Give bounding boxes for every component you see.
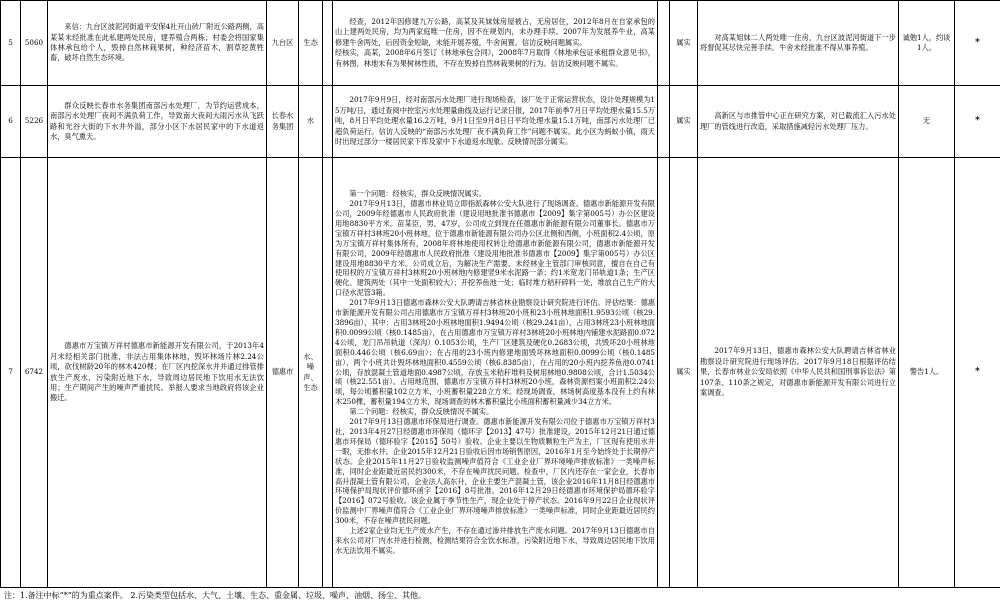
spacer-cell [323, 86, 333, 158]
findings-paragraph: 2017年9月13日，德惠市林业局立即指派森林公安大队进行了现场调查。德惠市新能源开发有限公司，2009年经德惠市人民政府批准（建设用地批准书德惠市【2009】集字第005号）办公区建设用地8830平方米。苗某臣，男，47岁，公司成立到现在任德惠市新能源有限公司董事长。德惠市万宝镇万祥村3林班20小班林地，位于德惠市新能源有限公司办公区北侧和西侧，小班面积2.4公顷，原为万宝镇万祥村集体所有，2008年将林地使用权转让给德惠市新能源有限公司，德惠市新能源开发有限公司，2009年经德惠市人民政府批准（建设用地批准书德惠市【2009】集字第005号）办公区建设用地8830平方米。公司成立后，为解决生产需要，未经林业主管部门审核同意，擅自在自己有使用权的万宝镇万祥村3林班20小班林地内修建竖9米水泥路一条；约1米宽龙门吊轨道1条；生产区硬化、建筑两处（其中一处面积较大）；开挖养鱼池一处；临时堆方秸秆碎料一处，堆放自己生产的大口径水泥管3箱。 [335, 199, 655, 298]
findings-text: 经查，2012年因修建九万公路，高某及其妹妹房屋被占，无房居住，2012年8月在自家承包的山上建两处民房，均为两家庭唯一住房，因不在规划内，未办理手续。2007年为发展养牛业，高某修建牛舍两处，后因资金短缺，未能开展养殖，牛舍闲置。信访反映问题属实。 经核实，高某，2008年6月签订《林地承包合同》，2008年7月取得《林地承包证承租群众意见书》，有林图，林地未有为果树林性质，不存在毁掉自然林栽果树的行为。信访反映问题不属实。 [335, 16, 655, 68]
measures-text: 对高某姐妹二人两处唯一住房，九台区波泥河街道下一步将督促其尽快完善手续。牛舍未经批准不得从事养殖。 [700, 32, 896, 52]
verification-result: 属实 [670, 158, 698, 588]
case-id: 5060 [21, 1, 48, 86]
accountability: 警告1人。 [899, 158, 955, 588]
findings-paragraph: 第二个问题：经核实，群众反映情况不属实。 [349, 407, 494, 417]
district: 九台区 [267, 1, 299, 86]
table-row [1, 86, 1000, 158]
rectification-measures [698, 1, 899, 86]
findings-paragraph: 2017年9月13日德惠市环保局进行调查。德惠市新能源开发有限公司位于德惠市万宝镇万祥村3社，2013年4月27日经德惠市环保局（德环字【2013】47号）批准建设，2015年12月21日通过德惠市环保局（德环验字【2015】50号）验收。企业主要以生物质颗粒生产为主，厂区现有使用水井一眼，无排水井。企业2015年12月21日验收后因市场销售原因，2016年1月至今始终处于长期停产状态。企业2015年11月27日验收监测噪声值符合《工业企业厂界环境噪声排放标准》一类噪声标准，同时企业距最近居民约300米，不存在噪声扰民问题。检查中，厂区内还存在一家企业，长春市高升混凝土管有限公司，企业法人高东升，企业主要生产混凝土管，该企业2016年11月8日经德惠市环境保护局现状评价德环函字【2016】8号批准，2016年12月29日经德惠市环境保护局德环验字【2016】072号验收。该企业属于季节性生产，现企业处于停产状态。2016年9月22日企业现状评价监测中厂界噪声值符合《工业企业厂界环境噪声排放标准》一类噪声标准，同时企业距最近居民约300米，不存在噪声扰民问题。 [335, 417, 655, 526]
accountability: 无 [899, 86, 955, 158]
key-case-mark: * [955, 86, 1000, 158]
pollution-type: 生态 [299, 1, 323, 86]
rectification-measures [698, 86, 899, 158]
footnote: 注：1.备注中标“*”的为重点案件。 2.污染类型包括水、大气、土壤、生态、重金属、垃圾、噪声、油烟、扬尘、其他。 [4, 591, 426, 600]
complaint-content [48, 86, 267, 158]
complaint-text: 来信：九台区波泥河街道平安保4社开山砖厂附近公路两侧，高某某未经批准在此私建两处民房，建养殖合两栋；村委会将国家集体林承包给个人，毁掉自然林栽果树，种经济苗木，割草挖黄牲畜，破坏自然生态环境。 [50, 22, 264, 63]
verification-result: 属实 [670, 1, 698, 86]
key-case-mark: * [955, 158, 1000, 588]
case-id: 5226 [21, 86, 48, 158]
key-case-mark: * [955, 1, 1000, 86]
table-row [1, 158, 1000, 588]
district: 长春水务集团 [267, 86, 299, 158]
complaint-content [48, 1, 267, 86]
measures-text: 2017年9月13日，德惠市森林公安大队聘请吉林省林业勘察设计研究院进行现场评估。2017年9月18日根据评估结果，长春市林业公安局依照《中华人民共和国刑事诉讼法》第107条、110条之规定，对德惠市新能源开发有限公司进行立案调查。 [700, 346, 896, 398]
measures-text: 高新区与市推管中心正在研究方案，对已截流汇入污水处理厂的管线进行改造，采取措施减轻污水处理厂压力。 [700, 111, 896, 131]
investigation-findings [333, 158, 658, 588]
spacer-cell [658, 86, 670, 158]
spacer-cell [323, 1, 333, 86]
complaint-text: 德惠市万宝镇万祥村德惠市新能源开发有限公司，于2013年4月未经相关部门批准，非法占用集体林地，毁坏林场片林2.24公顷，砍伐树龄20年的林木420棵；在厂区内挖深水井并通过排管排放生产废水，污染附近地下水，导致周边居民地下饮用水无法饮用；生产期间产生的噪声严重扰民。举报人要求当地政府将该企业搬迁。 [50, 341, 264, 403]
district: 德惠市 [267, 158, 299, 588]
findings-paragraph: 2017年9月13日德惠市森林公安大队聘请吉林省林业勘察设计研究院进行评估。评估结果：德惠市新能源开发有限公司占用德惠市万宝镇万祥村3林班20小班和23小班林地面积1.9593公顷（核29.3896亩），其中：占用3林班20小班林地面积1.9494公顷（核29.241亩），占用3林班23小班林地面积0.0099公顷（核0.1485亩），在占用德惠市万宝镇万祥村3林班20小班林地内铺建水泥路面0.0724公顷，龙门吊吊轨道（深沟）0.1053公顷，生产厂区建筑及硬化0.2683公顷，共毁坏20小班林地面积0.446公顷（核6.69亩）；在占用的23小班内修建地面毁坏林地面积0.0099公顷（核0.1485亩），两个小班共计毁坏林地面积0.4559公顷（核6.8385亩），在占用的20小班内挖养鱼池0.0741公顷，存放混凝土管道地面0.4987公顷，存放玉米秸秆堆料及树用林地0.9808公顷，合计1.5034公顷（核22.551亩）。占用地范围，德惠市万宝镇万祥村3林班20小班，森林资源档案小班面积2.24公顷，每公顷蓄积量102立方米，小班蓄积量228立方米。经现场调查，林场树高度基本没有上约有林木250棵，蓄积量194立方米，现场调查的林木蓄积量比小班面积蓄积量减少34立方米。 [335, 298, 655, 407]
table-row [1, 1, 1000, 86]
accountability: 诚勉1人，约谈1人。 [899, 1, 955, 86]
row-number: 6 [1, 86, 21, 158]
row-number: 7 [1, 158, 21, 588]
case-id: 6742 [21, 158, 48, 588]
spacer-cell [658, 1, 670, 86]
pollution-type: 水 [299, 86, 323, 158]
investigation-findings [333, 86, 658, 158]
pollution-type: 水、噪声、生态 [299, 158, 323, 588]
row-number: 5 [1, 1, 21, 86]
findings-paragraph: 第一个问题：经核实，群众反映情况属实。 [349, 189, 486, 199]
spacer-cell [323, 158, 333, 588]
complaint-content [48, 158, 267, 588]
findings-text: 2017年9月9日，经对南部污水处理厂进行现场检查，该厂处于正常运营状态，设计处理规模为15万吨/日，通过查阅中控室污水处理量曲线及运行记录日报，2017年前季7月日平均处理水量15.5万吨，8月日平均处理水量16.2万吨，9月1日至9月8日日平均处理水量15.1万吨，南部污水处理厂已超负荷运行。信访人反映的“南部污水处理厂夜不满负荷工作”问题不属实。此小区为蚂蚁小镇，雨天时出现过部分一楼居民家下库及家中下水道返水现象。反映情况部分属实。 [335, 95, 655, 147]
rectification-measures [698, 158, 899, 588]
verification-result: 属实 [670, 86, 698, 158]
complaint-text: 群众反映长春市水务集团南部污水处理厂，为节约运营成本，南部污水处理厂夜间不满负荷工作，导致南大夜间大雨污水从飞跃路和光谷大街的下水井外溢，部分小区下水居民家中的下水道返水，臭气熏天。 [50, 100, 264, 141]
findings-paragraph: 上述2家企业均无生产废水产生，不存在通过渗井排放生产废水问题。2017年9月13日德惠市自来水公司对厂内水井进行检测，检测结果符合全饮水标准，污染附近地下水，导致周边居民地下饮用水无法饮用不属实。 [335, 526, 655, 555]
investigation-findings [333, 1, 658, 86]
spacer-cell [658, 158, 670, 588]
